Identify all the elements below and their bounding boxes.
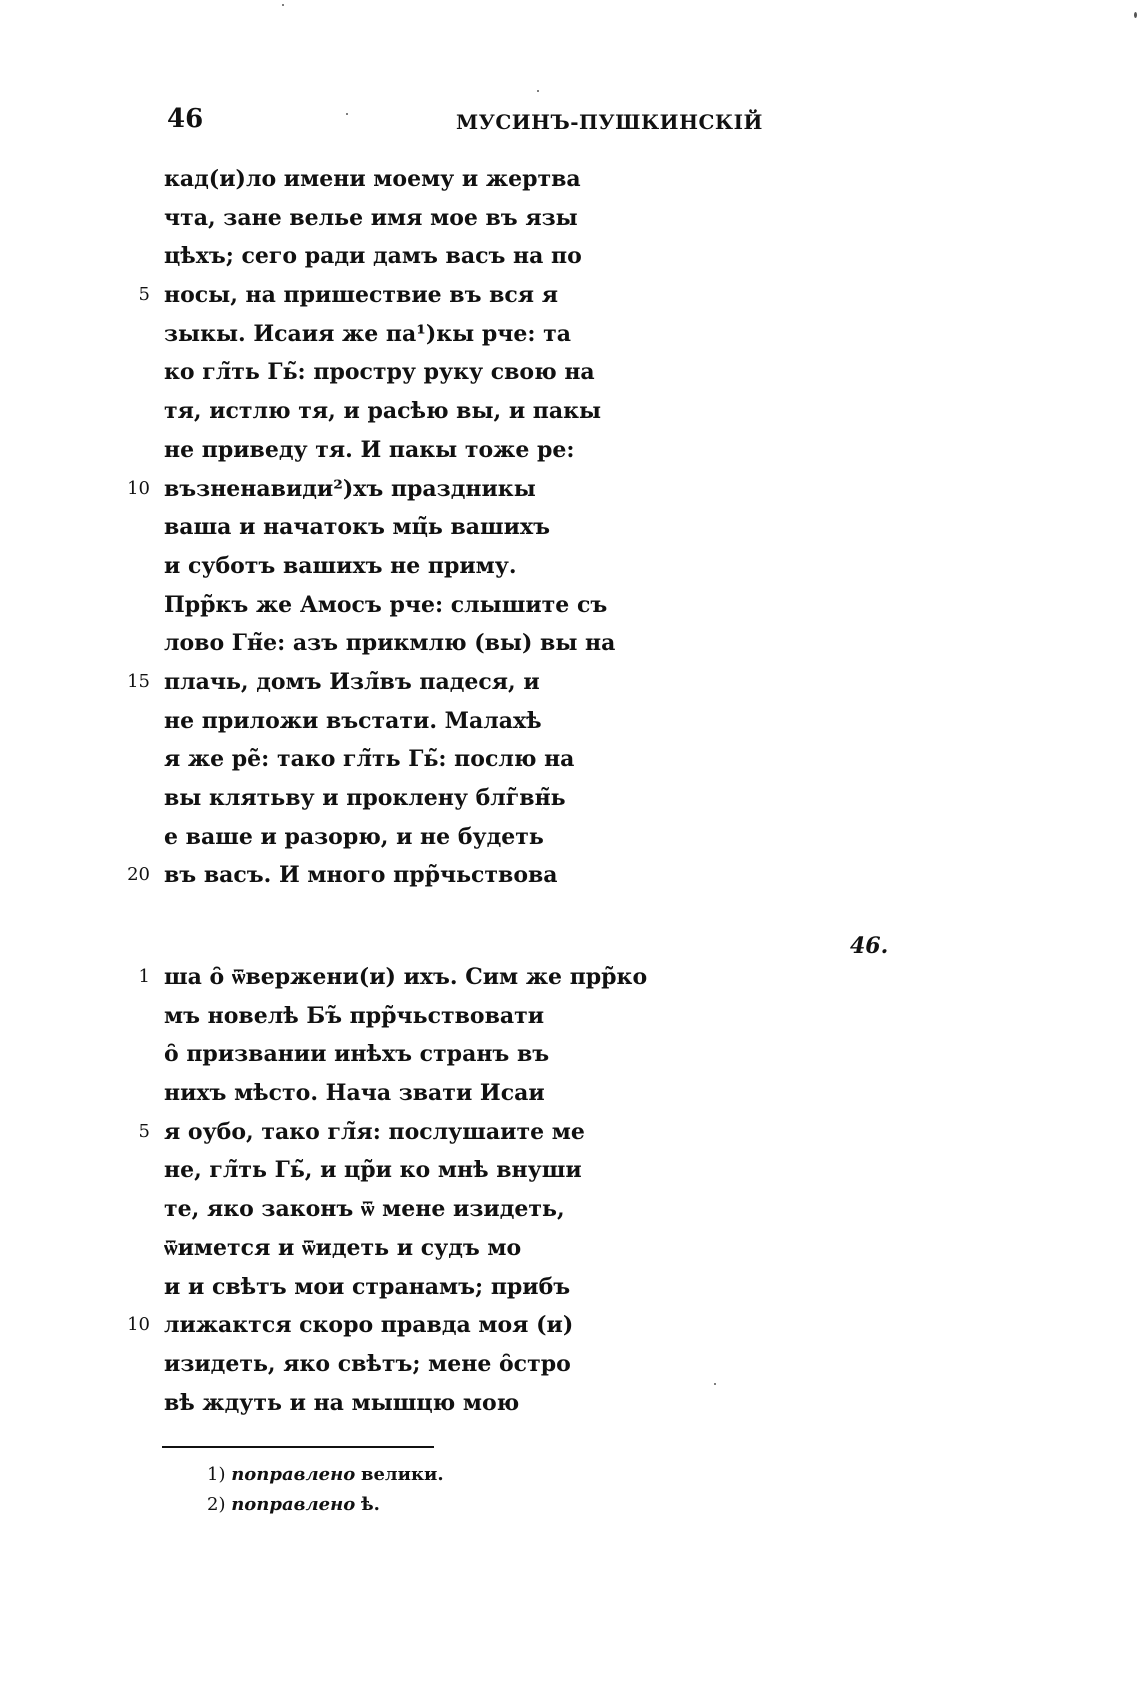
- line-text: не приложи въстати. Малахѣ: [164, 707, 542, 734]
- text-line: [0, 392, 1140, 431]
- scan-speck: [1134, 12, 1137, 18]
- text-line: [0, 1190, 1140, 1229]
- line-number: 1: [138, 966, 150, 987]
- text-line: [0, 958, 1140, 997]
- line-text: вѣ ждуть и на мышцю мою: [164, 1389, 520, 1416]
- line-text: въ васъ. И много прр̃чьствова: [164, 862, 558, 889]
- text-block-1: [0, 160, 1140, 895]
- line-number: 5: [138, 284, 150, 306]
- text-line: [0, 1113, 1140, 1152]
- footnote-italic: поправлено: [231, 1464, 356, 1485]
- text-line: [0, 702, 1140, 741]
- margin-page-number: 46.: [850, 933, 889, 959]
- line-text: мъ новелѣ Бъ̃ прр̃чьствовати: [164, 1002, 545, 1029]
- text-line: [0, 315, 1140, 354]
- text-line: [0, 1074, 1140, 1113]
- text-line: [0, 663, 1140, 702]
- line-text: зыкы. Исаия же па¹)кы рче: та: [164, 320, 572, 347]
- line-number: 10: [127, 477, 150, 499]
- text-line: [0, 779, 1140, 818]
- line-text: я же ре̃: тако гл̃ть Гь̃: послю на: [164, 746, 575, 773]
- line-text: не, гл̃ть Гь̃, и цр̃и ко мнѣ внуши: [164, 1157, 582, 1184]
- text-line: [0, 624, 1140, 663]
- scan-speck: [346, 113, 348, 115]
- running-title: МУСИНЪ-ПУШКИНСКІЙ: [456, 110, 763, 134]
- line-text: ȏ призвании инѣхъ странъ въ: [164, 1041, 550, 1068]
- text-line: [0, 1268, 1140, 1307]
- text-line: [0, 1384, 1140, 1423]
- text-line: [0, 997, 1140, 1036]
- line-text: тя, истлю тя, и расѣю вы, и пакы: [164, 398, 602, 425]
- line-text: нихъ мѣсто. Нача звати Исаи: [164, 1080, 545, 1107]
- line-text: лово Гн̃е: азъ прикмлю (вы) вы на: [164, 630, 616, 657]
- footnote-label: 2): [207, 1494, 226, 1515]
- line-text: вы клятьву и проклену блг̃вн̃ь: [164, 785, 566, 811]
- line-text: чта, зане велье имя мое въ язы: [164, 204, 578, 231]
- line-text: плачь, домъ Изл̃въ падеся, и: [164, 668, 540, 695]
- line-text: изидеть, яко свѣтъ; мене ȏстро: [164, 1350, 571, 1377]
- text-line: [0, 1151, 1140, 1190]
- text-line: [0, 237, 1140, 276]
- line-text: те, яко законъ ѿ мене изидеть,: [164, 1196, 565, 1223]
- scan-speck: [282, 4, 284, 6]
- text-line: [0, 508, 1140, 547]
- line-text: ѿимется и ѿидеть и судъ мо: [164, 1234, 522, 1261]
- line-text: кад(и)ло имени моему и жертва: [164, 166, 581, 192]
- text-line: [0, 818, 1140, 857]
- scan-speck: [714, 1383, 716, 1385]
- text-line: [0, 470, 1140, 509]
- text-block-2: [0, 958, 1140, 1422]
- footnote-text: ѣ.: [360, 1494, 380, 1515]
- footnote-italic: поправлено: [231, 1494, 356, 1515]
- line-number: 20: [127, 864, 150, 886]
- line-text: Прр̃къ же Амосъ рче: слышите съ: [164, 591, 608, 618]
- text-line: [0, 586, 1140, 625]
- line-number: 15: [127, 670, 150, 692]
- line-text: е ваше и разорю, и не будеть: [164, 823, 544, 850]
- footnote-2: [207, 1494, 380, 1515]
- line-text: лижактся скоро правда моя (и): [164, 1312, 574, 1339]
- footnote-text: велики.: [360, 1464, 444, 1485]
- text-line: [0, 1035, 1140, 1074]
- line-text: не приведу тя. И пакы тоже ре:: [164, 436, 575, 463]
- text-line: [0, 1345, 1140, 1384]
- footnote-rule: [162, 1446, 434, 1448]
- footnote-1: [207, 1464, 444, 1485]
- line-text: цѣхъ; сего ради дамъ васъ на по: [164, 243, 582, 270]
- line-text: носы, на пришествие въ вся я: [164, 282, 558, 309]
- line-text: и суботъ вашихъ не приму.: [164, 552, 517, 579]
- line-text: я оубо, тако гл̃я: послушаите ме: [164, 1118, 585, 1145]
- text-line: [0, 740, 1140, 779]
- line-number: 5: [138, 1120, 150, 1142]
- text-line: [0, 1306, 1140, 1345]
- text-line: [0, 160, 1140, 199]
- text-line: [0, 276, 1140, 315]
- line-text: и и свѣтъ мои странамъ; прибъ: [164, 1273, 571, 1300]
- text-line: [0, 856, 1140, 895]
- footnote-label: 1): [207, 1464, 226, 1485]
- text-line: [0, 547, 1140, 586]
- line-number: 10: [127, 1314, 150, 1336]
- text-line: [0, 1229, 1140, 1268]
- line-text: ша ȏ ѿвержени(и) ихъ. Сим же прр̃ко: [164, 964, 648, 990]
- page-number: 46: [167, 104, 204, 134]
- text-line: [0, 199, 1140, 238]
- line-text: ваша и начатокъ мц̃ь вашихъ: [164, 514, 550, 541]
- line-text: възненавиди²)хъ праздникы: [164, 475, 536, 502]
- line-text: ко гл̃ть Гь̃: простру руку свою на: [164, 359, 595, 386]
- text-line: [0, 353, 1140, 392]
- text-line: [0, 431, 1140, 470]
- scan-speck: [537, 90, 539, 92]
